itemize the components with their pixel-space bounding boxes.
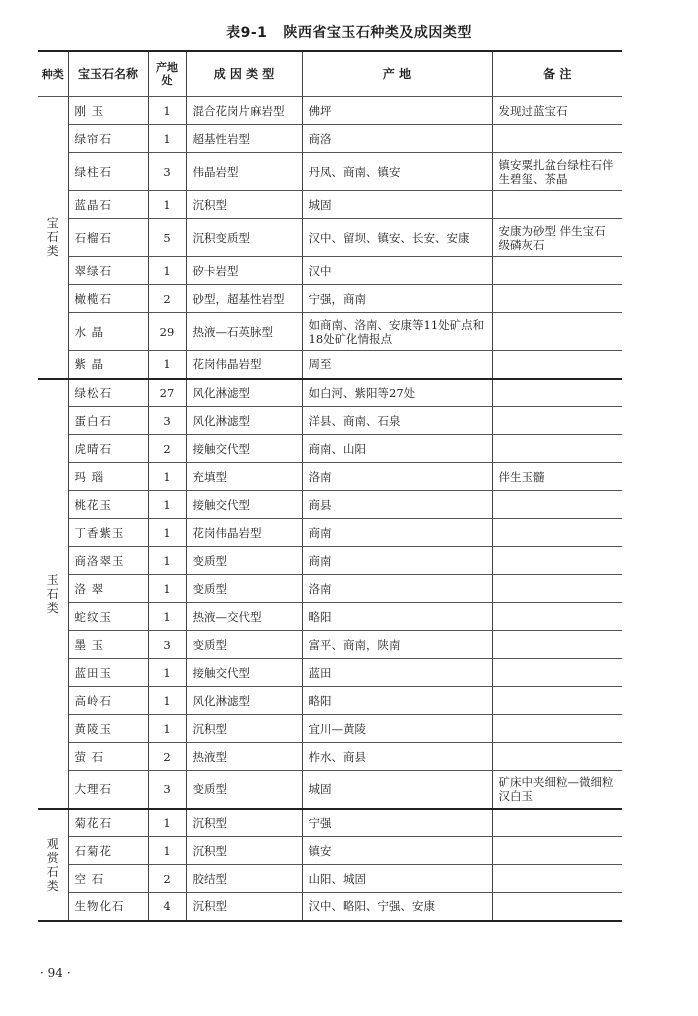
table-row	[38, 219, 622, 257]
note-cell	[492, 837, 622, 865]
header-category: 种类	[38, 51, 68, 97]
count-cell: 1	[148, 687, 186, 715]
count-cell: 1	[148, 463, 186, 491]
count-cell: 1	[148, 603, 186, 631]
category-char: 观	[46, 836, 59, 851]
count-cell: 3	[148, 153, 186, 191]
count-cell: 2	[148, 743, 186, 771]
note-cell	[492, 809, 622, 837]
location-cell: 洛南	[302, 575, 492, 603]
gem-name-cell: 虎晴石	[68, 435, 148, 463]
note-cell: 发现过蓝宝石	[492, 97, 622, 125]
location-cell: 洋县、商南、石泉	[302, 407, 492, 435]
note-cell: 矿床中夹细粒—微细粒汉白玉	[492, 771, 622, 809]
location-cell: 商南	[302, 519, 492, 547]
table-row	[38, 575, 622, 603]
count-cell: 1	[148, 575, 186, 603]
table-row	[38, 547, 622, 575]
location-cell: 洛南	[302, 463, 492, 491]
table-row	[38, 125, 622, 153]
gem-name-cell: 桃花玉	[68, 491, 148, 519]
location-cell: 镇安	[302, 837, 492, 865]
gem-name-cell: 玛 瑙	[68, 463, 148, 491]
count-cell: 1	[148, 97, 186, 125]
category-char: 石	[46, 864, 59, 879]
genesis-cell: 接触交代型	[186, 435, 302, 463]
note-cell	[492, 659, 622, 687]
note-cell	[492, 743, 622, 771]
genesis-cell: 变质型	[186, 631, 302, 659]
count-cell: 1	[148, 351, 186, 379]
count-cell: 3	[148, 407, 186, 435]
genesis-cell: 风化淋滤型	[186, 379, 302, 407]
header-note: 备 注	[492, 51, 622, 97]
note-cell	[492, 687, 622, 715]
table-number: 表9-1	[226, 25, 268, 41]
gem-name-cell: 空 石	[68, 865, 148, 893]
note-cell: 镇安粟扎盆台绿柱石伴生碧玺、茶晶	[492, 153, 622, 191]
location-cell: 汉中、略阳、宁强、安康	[302, 893, 492, 921]
gem-name-cell: 翠绿石	[68, 257, 148, 285]
note-cell	[492, 435, 622, 463]
genesis-cell: 风化淋滤型	[186, 407, 302, 435]
count-cell: 1	[148, 191, 186, 219]
gem-name-cell: 高岭石	[68, 687, 148, 715]
note-cell	[492, 893, 622, 921]
category-char: 宝	[46, 216, 59, 231]
gem-name-cell: 刚 玉	[68, 97, 148, 125]
location-cell: 丹凤、商南、镇安	[302, 153, 492, 191]
gem-name-cell: 蓝晶石	[68, 191, 148, 219]
location-cell: 如白河、紫阳等27处	[302, 379, 492, 407]
location-cell: 如商南、洛南、安康等11处矿点和18处矿化情报点	[302, 313, 492, 351]
header-row	[38, 51, 622, 97]
note-cell	[492, 191, 622, 219]
header-name: 宝玉石名称	[68, 51, 148, 97]
gem-name-cell: 紫 晶	[68, 351, 148, 379]
genesis-cell: 花岗伟晶岩型	[186, 351, 302, 379]
table-row	[38, 313, 622, 351]
category-char: 石	[46, 586, 59, 601]
count-cell: 27	[148, 379, 186, 407]
genesis-cell: 变质型	[186, 575, 302, 603]
table-row	[38, 687, 622, 715]
gem-name-cell: 绿松石	[68, 379, 148, 407]
genesis-cell: 沉积型	[186, 893, 302, 921]
table-row	[38, 435, 622, 463]
header-genesis: 成 因 类 型	[186, 51, 302, 97]
category-char: 类	[46, 244, 59, 259]
gemstone-table	[38, 50, 622, 922]
note-cell	[492, 313, 622, 351]
count-cell: 1	[148, 715, 186, 743]
count-cell: 1	[148, 257, 186, 285]
count-cell: 2	[148, 285, 186, 313]
gem-name-cell: 生物化石	[68, 893, 148, 921]
location-cell: 商洛	[302, 125, 492, 153]
table-body	[38, 97, 622, 921]
genesis-cell: 超基性岩型	[186, 125, 302, 153]
category-cell	[38, 809, 68, 921]
gem-name-cell: 萤 石	[68, 743, 148, 771]
genesis-cell: 沉积型	[186, 837, 302, 865]
location-cell: 蓝田	[302, 659, 492, 687]
table-row	[38, 865, 622, 893]
genesis-cell: 热液—交代型	[186, 603, 302, 631]
table-row	[38, 631, 622, 659]
table-row	[38, 191, 622, 219]
table-row	[38, 257, 622, 285]
location-cell: 商南	[302, 547, 492, 575]
location-cell: 汉中	[302, 257, 492, 285]
table-row	[38, 771, 622, 809]
genesis-cell: 沉积型	[186, 809, 302, 837]
note-cell	[492, 865, 622, 893]
location-cell: 商县	[302, 491, 492, 519]
gem-name-cell: 菊花石	[68, 809, 148, 837]
note-cell	[492, 575, 622, 603]
genesis-cell: 充填型	[186, 463, 302, 491]
genesis-cell: 混合花岗片麻岩型	[186, 97, 302, 125]
table-row	[38, 153, 622, 191]
note-cell	[492, 407, 622, 435]
category-char: 石	[46, 230, 59, 245]
genesis-cell: 沉积型	[186, 191, 302, 219]
category-cell	[38, 379, 68, 809]
table-row	[38, 97, 622, 125]
location-cell: 略阳	[302, 687, 492, 715]
gem-name-cell: 绿柱石	[68, 153, 148, 191]
table-row	[38, 809, 622, 837]
table-row	[38, 463, 622, 491]
count-cell: 1	[148, 659, 186, 687]
gem-name-cell: 石菊花	[68, 837, 148, 865]
genesis-cell: 变质型	[186, 771, 302, 809]
location-cell: 城固	[302, 191, 492, 219]
category-char: 玉	[46, 572, 59, 587]
location-cell: 城固	[302, 771, 492, 809]
count-cell: 2	[148, 865, 186, 893]
category-char: 类	[46, 600, 59, 615]
location-cell: 柞水、商县	[302, 743, 492, 771]
note-cell	[492, 257, 622, 285]
genesis-cell: 胶结型	[186, 865, 302, 893]
location-cell: 商南、山阳	[302, 435, 492, 463]
genesis-cell: 变质型	[186, 547, 302, 575]
note-cell	[492, 715, 622, 743]
category-cell	[38, 97, 68, 379]
table-row	[38, 491, 622, 519]
gem-name-cell: 绿帘石	[68, 125, 148, 153]
genesis-cell: 热液型	[186, 743, 302, 771]
count-cell: 3	[148, 631, 186, 659]
location-cell: 略阳	[302, 603, 492, 631]
gem-name-cell: 大理石	[68, 771, 148, 809]
genesis-cell: 花岗伟晶岩型	[186, 519, 302, 547]
note-cell	[492, 519, 622, 547]
table-row	[38, 659, 622, 687]
table-row	[38, 519, 622, 547]
gem-name-cell: 橄榄石	[68, 285, 148, 313]
gem-name-cell: 商洛翠玉	[68, 547, 148, 575]
gem-name-cell: 洛 翠	[68, 575, 148, 603]
gem-name-cell: 水 晶	[68, 313, 148, 351]
table-row	[38, 743, 622, 771]
count-cell: 1	[148, 491, 186, 519]
note-cell	[492, 631, 622, 659]
note-cell: 伴生玉髓	[492, 463, 622, 491]
note-cell	[492, 491, 622, 519]
gem-name-cell: 黄陵玉	[68, 715, 148, 743]
note-cell	[492, 285, 622, 313]
table-row	[38, 351, 622, 379]
location-cell: 汉中、留坝、镇安、长安、安康	[302, 219, 492, 257]
count-cell: 3	[148, 771, 186, 809]
table-row	[38, 837, 622, 865]
count-cell: 2	[148, 435, 186, 463]
genesis-cell: 沉积型	[186, 715, 302, 743]
header-count: 产地处	[148, 51, 186, 97]
page-number: · 94 ·	[40, 966, 71, 980]
genesis-cell: 接触交代型	[186, 491, 302, 519]
category-char: 赏	[46, 850, 59, 865]
gem-name-cell: 蛋白石	[68, 407, 148, 435]
genesis-cell: 接触交代型	[186, 659, 302, 687]
gem-name-cell: 石榴石	[68, 219, 148, 257]
table-title	[0, 22, 698, 42]
location-cell: 宁强，商南	[302, 285, 492, 313]
note-cell: 安康为砂型 伴生宝石级磷灰石	[492, 219, 622, 257]
count-cell: 1	[148, 519, 186, 547]
table-row	[38, 285, 622, 313]
genesis-cell: 砂型，超基性岩型	[186, 285, 302, 313]
location-cell: 宁强	[302, 809, 492, 837]
header-location: 产 地	[302, 51, 492, 97]
table-row	[38, 603, 622, 631]
count-cell: 1	[148, 547, 186, 575]
note-cell	[492, 125, 622, 153]
count-cell: 29	[148, 313, 186, 351]
category-char: 类	[46, 878, 59, 893]
genesis-cell: 风化淋滤型	[186, 687, 302, 715]
location-cell: 周至	[302, 351, 492, 379]
count-cell: 1	[148, 837, 186, 865]
note-cell	[492, 547, 622, 575]
note-cell	[492, 351, 622, 379]
genesis-cell: 矽卡岩型	[186, 257, 302, 285]
note-cell	[492, 379, 622, 407]
location-cell: 佛坪	[302, 97, 492, 125]
location-cell: 宜川—黄陵	[302, 715, 492, 743]
table-row	[38, 893, 622, 921]
note-cell	[492, 603, 622, 631]
genesis-cell: 热液—石英脉型	[186, 313, 302, 351]
gem-name-cell: 蛇纹玉	[68, 603, 148, 631]
location-cell: 富平、商南，陕南	[302, 631, 492, 659]
count-cell: 5	[148, 219, 186, 257]
location-cell: 山阳、城固	[302, 865, 492, 893]
table-row	[38, 407, 622, 435]
table-row	[38, 715, 622, 743]
genesis-cell: 伟晶岩型	[186, 153, 302, 191]
gem-name-cell: 丁香紫玉	[68, 519, 148, 547]
count-cell: 1	[148, 809, 186, 837]
count-cell: 1	[148, 125, 186, 153]
table-row	[38, 379, 622, 407]
gem-name-cell: 蓝田玉	[68, 659, 148, 687]
count-cell: 4	[148, 893, 186, 921]
table-caption: 陕西省宝玉石种类及成因类型	[283, 25, 472, 41]
genesis-cell: 沉积变质型	[186, 219, 302, 257]
gem-name-cell: 墨 玉	[68, 631, 148, 659]
